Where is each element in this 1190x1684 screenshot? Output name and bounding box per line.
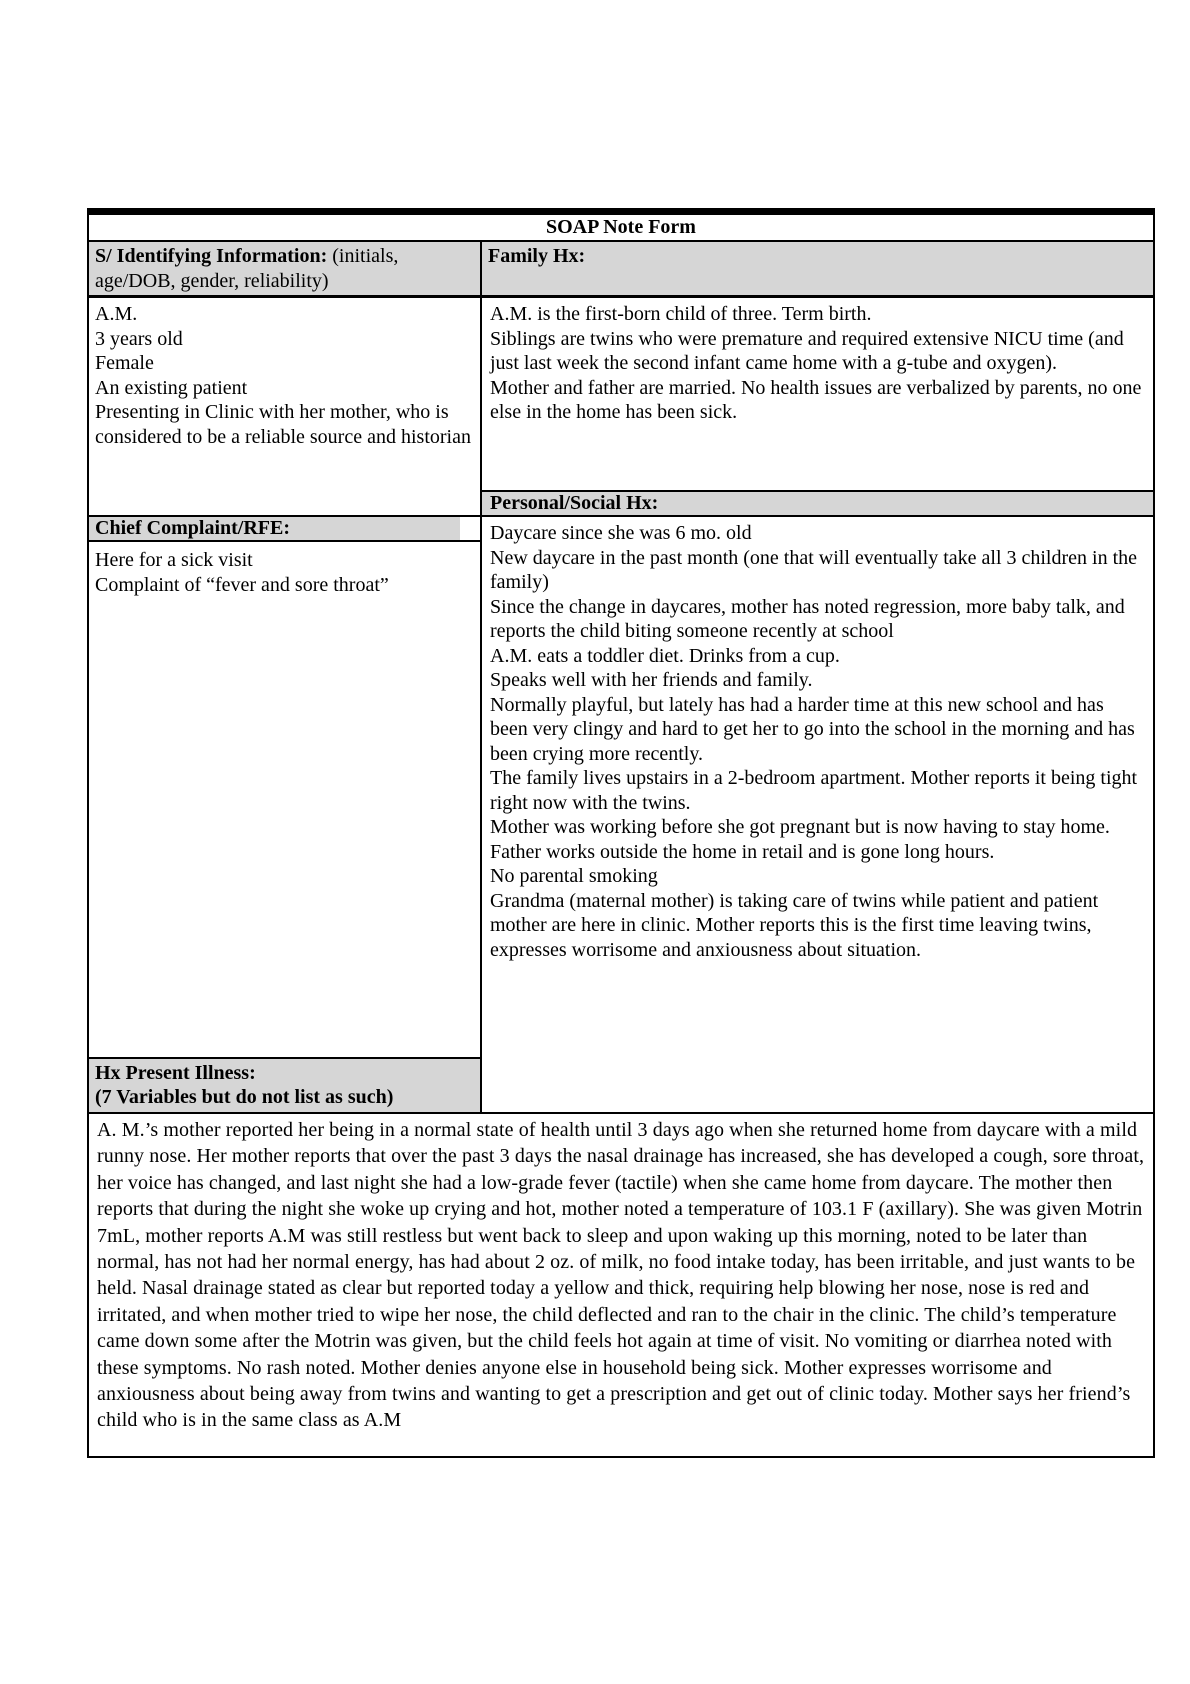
hx-present-illness-label: Hx Present Illness: (95, 1062, 256, 1084)
identifying-line: Female (95, 352, 154, 374)
table-body (89, 298, 1153, 1112)
identifying-line: 3 years old (95, 327, 183, 350)
form-title: SOAP Note Form (89, 215, 1153, 242)
personal-social-paragraph: Mother was working before she got pregnant but is now having to stay home. (490, 816, 1110, 838)
identifying-information-header (89, 242, 482, 295)
identifying-line: An existing patient (95, 376, 248, 399)
personal-social-hx-header: Personal/Social Hx: (482, 490, 1153, 517)
family-hx-cell (482, 298, 1153, 490)
personal-social-paragraph: Grandma (maternal mother) is taking care of twins while patient and patient mother are here in clinic. Mother reports this is the first time leaving twins, expresses worrisome and anxiousness about situation. (490, 889, 1099, 961)
identifying-information-cell (89, 298, 480, 515)
right-column (482, 298, 1153, 1112)
family-hx-header: Family Hx: (488, 245, 586, 267)
chief-complaint-header: Chief Complaint/RFE: (89, 517, 460, 540)
identifying-information-label-suffix: (initials, age/DOB, gender, reliability) (95, 245, 399, 292)
personal-social-paragraph: New daycare in the past month (one that will eventually take all 3 children in the family) (490, 546, 1138, 593)
soap-note-table (87, 208, 1155, 1458)
identifying-line: A.M. (95, 303, 138, 325)
chief-complaint-line: Complaint of “fever and sore throat” (95, 573, 389, 596)
personal-social-paragraph: Father works outside the home in retail and is gone long hours. (490, 840, 995, 863)
hx-present-illness-sublabel: (7 Variables but do not list as such) (95, 1086, 394, 1108)
chief-complaint-line: Here for a sick visit (95, 549, 253, 571)
family-hx-paragraph: Mother and father are married. No health issues are verbalized by parents, no one else in the home has been sick. (490, 376, 1142, 423)
table-top-bar (89, 208, 1153, 215)
identifying-line: Presenting in Clinic with her mother, who is considered to be a reliable source and historian (95, 401, 471, 448)
personal-social-paragraph: Since the change in daycares, mother has noted regression, more baby talk, and reports the child biting someone recently at school (490, 595, 1125, 642)
identifying-information-label: S/ Identifying Information: (95, 245, 328, 267)
personal-social-paragraph: Normally playful, but lately has had a harder time at this new school and has been very clingy and hard to get her to go into the school in the morning and has been crying more recently. (490, 693, 1135, 765)
personal-social-paragraph: Speaks well with her friends and family. (490, 669, 813, 691)
personal-social-paragraph: No parental smoking (490, 865, 658, 887)
family-hx-paragraph: Siblings are twins who were premature and required extensive NICU time (and just last week the second infant came home with a g-tube and oxygen). (490, 327, 1124, 374)
left-column (89, 298, 482, 1112)
chief-complaint-cell (89, 542, 480, 1057)
hx-present-illness-header (89, 1057, 480, 1112)
chief-complaint-header-row (89, 515, 480, 542)
personal-social-paragraph: The family lives upstairs in a 2-bedroom apartment. Mother reports it being tight right now with the twins. (490, 767, 1138, 814)
personal-social-paragraph: A.M. eats a toddler diet. Drinks from a cup. (490, 644, 840, 667)
hpi-narrative-cell: A. M.’s mother reported her being in a normal state of health until 3 days ago when she returned home from daycare with a mild runny nose. Her mother reports that over the past 3 days the nasal drainage has increased, she has developed a cough, sore throat, her voice has changed, and last night she had a low-grade fever (tactile) when she came home from daycare. The mother then reports that during the night she woke up crying and hot, mother noted a temperature of 103.1 F (axillary). She was given Motrin 7mL, mother reports A.M was still restless but went back to sleep and upon waking up this morning, noted to be later than normal, has not had her normal energy, has had about 2 oz. of milk, no food intake today, has been irritable, and just wants to be held. Nasal drainage stated as clear but reported today a yellow and thick, requiring help blowing her nose, nose is red and irritated, and when mother tried to wipe her nose, the child deflected and ran to the chair in the clinic. The child’s temperature came down some after the Motrin was given, but the child feels hot again at time of visit. No vomiting or diarrhea noted with these symptoms. No rash noted. Mother denies anyone else in household being sick. Mother expresses worrisome and anxiousness about being away from twins and wanting to get a prescription and get out of clinic today. Mother says her friend’s child who is in the same class as A.M (89, 1112, 1153, 1456)
personal-social-hx-cell (482, 517, 1153, 1112)
family-hx-paragraph: A.M. is the first-born child of three. Term birth. (490, 303, 872, 325)
personal-social-paragraph: Daycare since she was 6 mo. old (490, 522, 752, 544)
section-header-row (89, 242, 1153, 298)
